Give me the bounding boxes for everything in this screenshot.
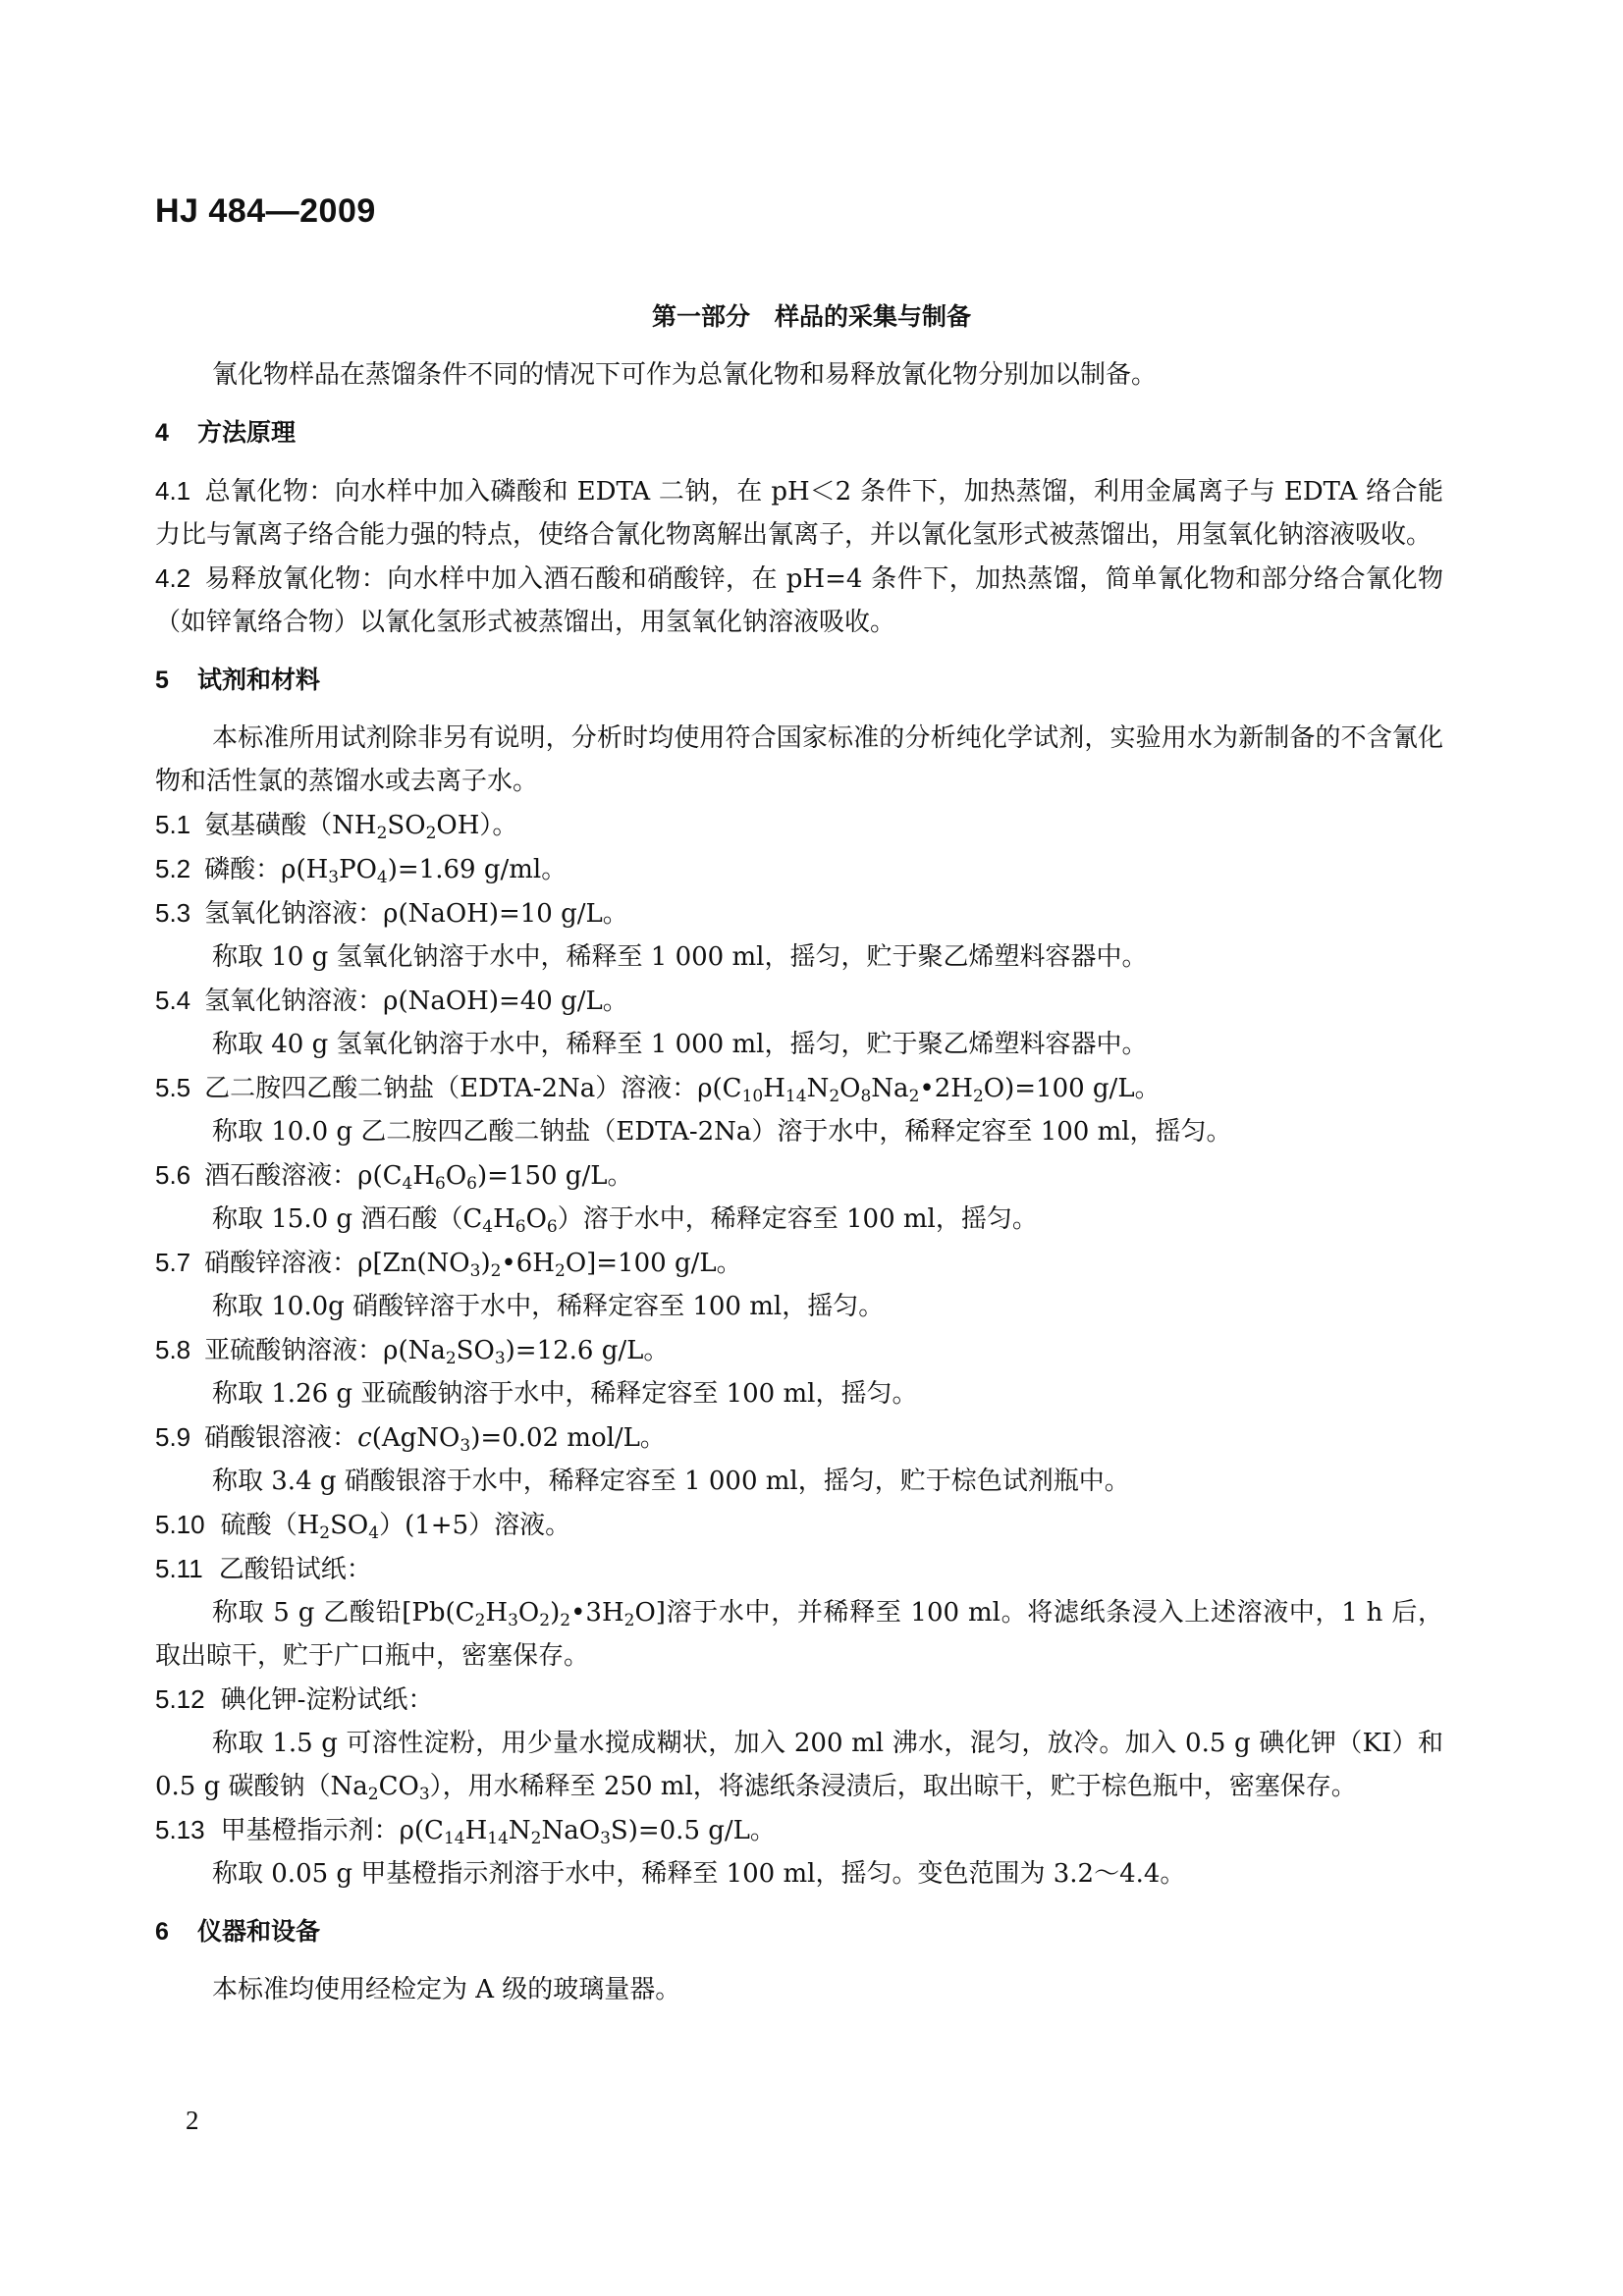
section-title: 方法原理	[197, 418, 297, 447]
section-6-text: 本标准均使用经检定为 A 级的玻璃量器。	[212, 1975, 681, 2004]
clause-5-9-detail: 称取 3.4 g 硝酸银溶于水中，稀释定容至 1 000 ml，摇匀，贮于棕色试剂瓶中。	[212, 1467, 1130, 1496]
clause-number: 4.2	[155, 563, 191, 593]
section-number: 5	[155, 667, 169, 694]
section-5-intro: 本标准所用试剂除非另有说明，分析时均使用符合国家标准的分析纯化学试剂，实验用水为新制备的不含氰化物和活性氯的蒸馏水或去离子水。	[155, 723, 1443, 796]
clause-number: 5.9	[155, 1422, 191, 1452]
clause-5-12: 5.12 碘化钾-淀粉试纸：	[155, 1678, 1443, 1722]
clause-number: 5.13	[155, 1815, 205, 1844]
clause-number: 4.1	[155, 476, 191, 506]
clause-5-11: 5.11 乙酸铅试纸：	[155, 1547, 1443, 1591]
clause-5-4-detail: 称取 40 g 氢氧化钠溶于水中，稀释至 1 000 ml，摇匀，贮于聚乙烯塑料容器中。	[212, 1030, 1148, 1059]
clause-5-3: 5.3 氢氧化钠溶液：ρ(NaOH)=10 g/L。	[155, 891, 1443, 935]
section-5-heading	[155, 659, 1443, 702]
section-number: 6	[155, 1918, 169, 1946]
clause-5-3-detail: 称取 10 g 氢氧化钠溶于水中，稀释至 1 000 ml，摇匀，贮于聚乙烯塑料容器中。	[212, 942, 1148, 972]
clause-4-2	[155, 557, 1443, 644]
clause-5-11-detail: 称取 5 g 乙酸铅$[Pb(C_2H_3O_2)_2•3H_2O]$溶于水中，并稀释至 100 ml。将滤纸条浸入上述溶液中，1 h 后，取出晾干，贮于广口瓶中，密塞保存。	[155, 1598, 1443, 1671]
clause-5-13: 5.13 甲基橙指示剂：$\rho(C_{14}H_{14}N_2NaO_3S)=0.5$ g/L。	[155, 1808, 1443, 1852]
clause-5-10: 5.10 硫酸$(H_2SO_4)(1+5)$溶液。	[155, 1503, 1443, 1547]
clause-5-7: 5.7 硝酸锌溶液：$\rho[Zn(NO_3)_2•6H_2O]=100$ g/L。	[155, 1241, 1443, 1285]
section-number: 4	[155, 419, 169, 447]
page-number: 2	[186, 2106, 199, 2135]
clause-5-5: 5.5 乙二胺四乙酸二钠盐（EDTA-2Na）溶液：$\rho(C_{10}H_{14}N_2O_8Na_2•2H_2O)=100$ g/L。	[155, 1066, 1443, 1110]
clause-5-1: 5.1 氨基磺酸$(NH_2SO_2OH)$。	[155, 803, 1443, 847]
part-title: 第一部分 样品的采集与制备	[651, 302, 971, 331]
document-code: HJ 484—2009	[155, 192, 376, 230]
clause-5-9: 5.9 硝酸银溶液：c(AgNO$_3$)=0.02 mol/L。	[155, 1415, 1443, 1460]
clause-text: 总氰化物：向水样中加入磷酸和 EDTA 二钠，在 pH＜2 条件下，加热蒸馏，利用金属离子与 EDTA 络合能力比与氰离子络合能力强的特点，使络合氰化物离解出氰离子，并以氰化氢形式被蒸馏出，用氢氧化钠溶液吸收。	[155, 477, 1443, 550]
clause-number: 5.3	[155, 898, 191, 928]
clause-number: 5.1	[155, 810, 191, 839]
section-6-heading	[155, 1910, 1443, 1953]
clause-5-8-detail: 称取 1.26 g 亚硫酸钠溶于水中，稀释定容至 100 ml，摇匀。	[212, 1379, 918, 1409]
clause-5-7-detail: 称取 10.0g 硝酸锌溶于水中，稀释定容至 100 ml，摇匀。	[212, 1292, 885, 1321]
clause-number: 5.6	[155, 1160, 191, 1190]
section-4-heading	[155, 411, 1443, 454]
intro-paragraph: 氰化物样品在蒸馏条件不同的情况下可作为总氰化物和易释放氰化物分别加以制备。	[212, 360, 1158, 390]
clause-number: 5.7	[155, 1248, 191, 1277]
clause-number: 5.4	[155, 986, 191, 1015]
clause-5-4: 5.4 氢氧化钠溶液：ρ(NaOH)=40 g/L。	[155, 979, 1443, 1023]
section-title: 试剂和材料	[197, 666, 321, 694]
clause-5-6: 5.6 酒石酸溶液：$\rho(C_4H_6O_6)=150$ g/L。	[155, 1153, 1443, 1198]
clause-number: 5.8	[155, 1335, 191, 1364]
clause-5-13-detail: 称取 0.05 g 甲基橙指示剂溶于水中，稀释至 100 ml，摇匀。变色范围为 3.2～4.4。	[212, 1859, 1186, 1889]
clause-text: 易释放氰化物：向水样中加入酒石酸和硝酸锌，在 pH=4 条件下，加热蒸馏，简单氰化物和部分络合氰化物（如锌氰络合物）以氰化氢形式被蒸馏出，用氢氧化钠溶液吸收。	[155, 564, 1443, 637]
section-title: 仪器和设备	[197, 1917, 321, 1946]
clause-5-12-detail: 称取 1.5 g 可溶性淀粉，用少量水搅成糊状，加入 200 ml 沸水，混匀，放冷。加入 0.5 g 碘化钾（KI）和 0.5 g 碳酸钠$(Na_2CO_3)$，用水稀释至 250 ml，将滤纸条浸渍后，取出晾干，贮于棕色瓶中，密塞保存。	[155, 1729, 1443, 1804]
clause-number: 5.11	[155, 1554, 203, 1583]
clause-number: 5.2	[155, 854, 191, 883]
document-body	[155, 353, 1443, 2011]
clause-number: 5.10	[155, 1510, 205, 1539]
clause-4-1	[155, 469, 1443, 557]
clause-5-6-detail: 称取 15.0 g 酒石酸$(C_4H_6O_6)$溶于水中，稀释定容至 100 ml，摇匀。	[212, 1204, 1038, 1237]
clause-number: 5.5	[155, 1073, 191, 1102]
clause-5-5-detail: 称取 10.0 g 乙二胺四乙酸二钠盐（EDTA-2Na）溶于水中，稀释定容至 100 ml，摇匀。	[212, 1117, 1232, 1147]
clause-number: 5.12	[155, 1684, 205, 1714]
clause-5-8: 5.8 亚硫酸钠溶液：$\rho(Na_2SO_3)=12.6$ g/L。	[155, 1328, 1443, 1372]
clause-5-2: 5.2 磷酸：$\rho(H_3PO_4)=1.69$ g/ml。	[155, 847, 1443, 891]
